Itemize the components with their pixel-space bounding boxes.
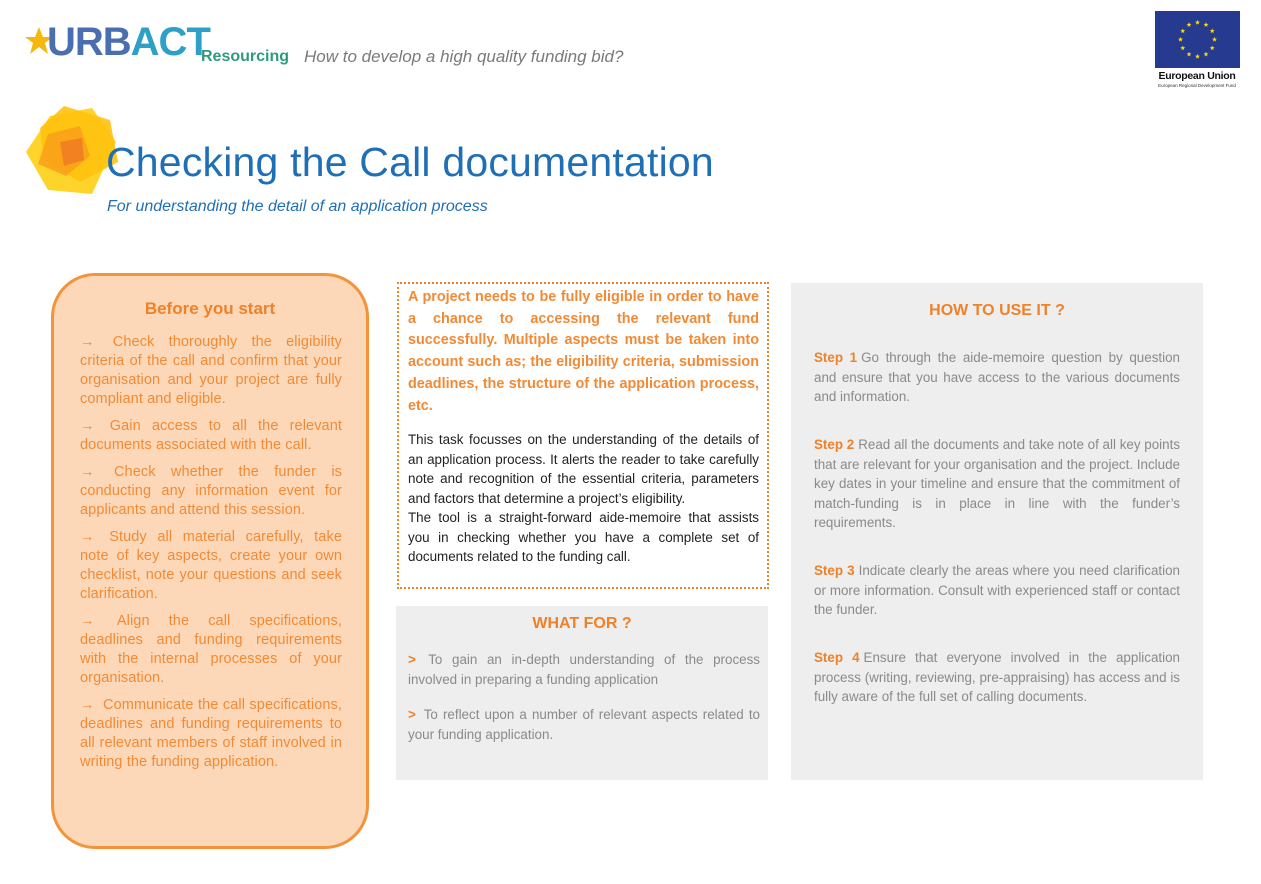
list-item: → Check whether the funder is conducting any information event for applicants and attend this session.: [80, 464, 342, 518]
what-for-title: WHAT FOR ?: [532, 615, 632, 632]
list-item: → Study all material carefully, take note of key aspects, create your own checklist, note your questions and seek clarification.: [80, 529, 342, 602]
intro-body: [408, 430, 759, 567]
logo-text-urb: URB: [47, 20, 131, 64]
step-label: Step 2: [814, 437, 855, 452]
step-item: Step 4 Ensure that everyone involved in the application process (writing, reviewing, pre-appraising) has access and is fully aware of the full set of calling documents.: [814, 650, 1180, 704]
what-for-list: [408, 650, 760, 760]
arrow-right-icon: →: [80, 529, 95, 545]
eu-flag-icon: [1155, 11, 1240, 68]
urbact-logo[interactable]: [47, 22, 210, 62]
list-item: → Gain access to all the relevant documents associated with the call.: [80, 418, 342, 453]
chevron-right-icon: >: [408, 707, 416, 722]
page-title: Checking the Call documentation: [106, 139, 714, 185]
list-item: → Align the call specifications, deadlines and funding requirements with the internal processes of your organisation.: [80, 613, 342, 686]
arrow-right-icon: →: [80, 418, 95, 434]
chevron-right-icon: >: [408, 652, 416, 667]
before-you-start-title: Before you start: [144, 299, 276, 318]
list-item: > To reflect upon a number of relevant aspects related to your funding application.: [408, 707, 760, 742]
intro-paragraph: This task focusses on the understanding of the details of an application process. It alerts the reader to take carefully note and recognition of the essential criteria, parameters and factors that determine a project’s eligibility.: [408, 432, 759, 506]
list-item: → Communicate the call specifications, deadlines and funding requirements to all relevant members of staff involved in writing the funding application.: [80, 697, 342, 770]
section-question: How to develop a high quality funding bid?: [304, 47, 624, 66]
intro-highlight: A project needs to be fully eligible in order to have a chance to accessing the relevant fund successfully. Multiple aspects must be taken into account such as; the eligibility criteria, submission deadlines, the structure of the application process, etc.: [408, 289, 759, 414]
step-item: Step 1 Go through the aide-memoire question by question and ensure that you have access to the various documents and information.: [814, 350, 1180, 404]
arrow-right-icon: →: [80, 334, 95, 350]
list-item: > To gain an in-depth understanding of the process involved in preparing a funding application: [408, 652, 760, 687]
logo-text-act: ACT: [130, 20, 210, 64]
step-label: Step 3: [814, 563, 855, 578]
section-label: Resourcing: [201, 48, 290, 65]
arrow-right-icon: →: [80, 697, 95, 713]
step-item: Step 2 Read all the documents and take note of all key points that are relevant for your organisation and the project. Include key dates in your timeline and ensure that the commitment of match-funding is in place in line with the funder’s requirements.: [814, 437, 1181, 530]
eu-name: European Union: [1158, 70, 1236, 82]
step-label: Step 4: [814, 650, 860, 665]
list-item: → Check thoroughly the eligibility criteria of the call and confirm that your organisation and your project are fully compliant and eligible.: [80, 334, 342, 407]
step-label: Step 1: [814, 350, 858, 365]
arrow-right-icon: →: [80, 613, 95, 629]
before-you-start-list: [80, 333, 342, 780]
arrow-right-icon: →: [80, 464, 95, 480]
page-subtitle: For understanding the detail of an application process: [107, 198, 488, 215]
step-item: Step 3 Indicate clearly the areas where you need clarification or more information. Consult with experienced staff or contact the funder.: [814, 563, 1181, 617]
eu-fund-label: European Regional Development Fund: [1158, 83, 1236, 88]
intro-paragraph: The tool is a straight-forward aide-memoire that assists you in checking whether you have a complete set of documents related to the funding call.: [408, 510, 759, 564]
how-to-use-title: HOW TO USE IT ?: [929, 302, 1065, 319]
